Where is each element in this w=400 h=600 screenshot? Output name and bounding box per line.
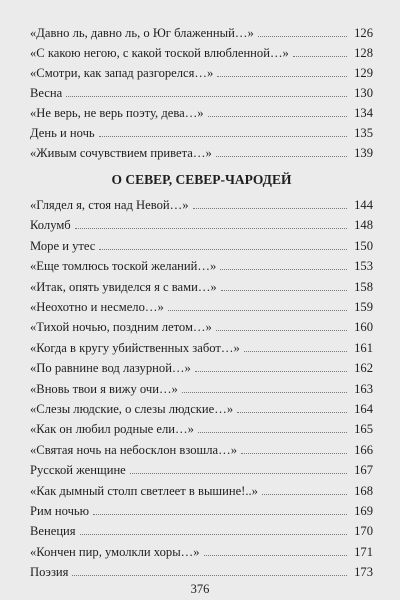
toc-entry-title: Венеция xyxy=(30,524,76,539)
dot-leader xyxy=(208,116,347,117)
dot-leader xyxy=(262,494,347,495)
toc-entry-page: 130 xyxy=(354,86,373,100)
toc-entry-title: «Когда в кругу убийственных забот…» xyxy=(30,340,240,355)
dot-leader xyxy=(93,514,347,515)
toc-entry-page: 161 xyxy=(354,340,373,355)
section-title: О СЕВЕР, СЕВЕР-ЧАРОДЕЙ xyxy=(111,172,292,187)
toc-entry-page: 150 xyxy=(354,238,373,253)
dot-leader xyxy=(198,432,347,433)
toc-entry-page: 165 xyxy=(354,422,373,437)
toc-entry xyxy=(30,418,373,436)
toc-entry xyxy=(30,62,373,80)
toc-entry xyxy=(30,561,373,579)
toc-entry xyxy=(30,214,373,232)
toc-entry xyxy=(30,255,373,273)
toc-entry xyxy=(30,102,373,120)
toc-entry xyxy=(30,316,373,334)
toc-entry-page: 129 xyxy=(354,66,373,80)
toc-entry-page: 139 xyxy=(354,146,373,160)
toc-entry-page: 162 xyxy=(354,361,373,376)
toc-entry-title: Русской женщине xyxy=(30,463,126,478)
toc-entry-title: «Итак, опять увиделся я с вами…» xyxy=(30,279,217,294)
dot-leader xyxy=(216,330,347,331)
toc-entry-page: 159 xyxy=(354,300,373,314)
toc-entry xyxy=(30,337,373,355)
toc-entry xyxy=(30,276,373,294)
toc-entry-page: 168 xyxy=(354,483,373,498)
toc-entry xyxy=(30,194,373,212)
toc-entry-title: Весна xyxy=(30,86,63,100)
toc-entry xyxy=(30,235,373,253)
toc-entry-page: 160 xyxy=(354,320,373,335)
toc-entry-page: 158 xyxy=(354,279,373,294)
toc-entry xyxy=(30,22,373,40)
toc-entry-page: 144 xyxy=(354,198,373,212)
toc-entry-page: 170 xyxy=(354,524,373,539)
toc-entry-title: «Не верь, не верь поэту, дева…» xyxy=(30,106,204,120)
toc-entry xyxy=(30,398,373,416)
toc-entry-title: «Как дымный столп светлеет в вышине!..» xyxy=(30,483,258,498)
dot-leader xyxy=(99,249,347,250)
toc-entry xyxy=(30,541,373,559)
toc-entry-page: 163 xyxy=(354,381,373,396)
toc-entry-page: 166 xyxy=(354,442,373,457)
dot-leader xyxy=(293,56,347,57)
toc-entry-title: Колумб xyxy=(30,218,71,233)
dot-leader xyxy=(258,36,347,37)
dot-leader xyxy=(221,290,347,291)
dot-leader xyxy=(241,453,347,454)
toc-entry xyxy=(30,439,373,457)
dot-leader xyxy=(220,269,347,270)
dot-leader xyxy=(72,575,347,576)
toc-entry-title: Поэзия xyxy=(30,565,69,580)
dot-leader xyxy=(244,351,347,352)
toc-entry-page: 126 xyxy=(354,26,373,40)
page-number: 376 xyxy=(190,582,210,596)
toc-entry xyxy=(30,296,373,314)
toc-entry-page: 169 xyxy=(354,504,373,518)
dot-leader xyxy=(193,208,347,209)
toc-entry-title: «Как он любил родные ели…» xyxy=(30,422,194,437)
toc-entry-page: 167 xyxy=(354,463,373,478)
toc-entry-page: 173 xyxy=(354,565,373,580)
dot-leader xyxy=(237,412,347,413)
dot-leader xyxy=(80,534,347,535)
toc-entry-title: «Святая ночь на небосклон взошла…» xyxy=(30,442,238,457)
toc-entry xyxy=(30,142,373,160)
dot-leader xyxy=(99,136,347,137)
toc-entry-title: «Неохотно и несмело…» xyxy=(30,300,164,314)
toc-entry-page: 171 xyxy=(354,544,373,559)
toc-entry-title: «По равнине вод лазурной…» xyxy=(30,361,191,376)
dot-leader xyxy=(75,228,347,229)
dot-leader xyxy=(195,371,347,372)
toc-entry-page: 148 xyxy=(354,218,373,233)
dot-leader xyxy=(130,473,347,474)
toc-entry-page: 135 xyxy=(354,126,373,140)
toc-entry xyxy=(30,500,373,518)
toc-entry xyxy=(30,378,373,396)
toc-entry-title: «Кончен пир, умолкли хоры…» xyxy=(30,544,200,559)
dot-leader xyxy=(66,96,347,97)
dot-leader xyxy=(217,76,347,77)
dot-leader xyxy=(216,156,347,157)
toc-entry xyxy=(30,42,373,60)
toc-entry-title: «Слезы людские, о слезы людские…» xyxy=(30,402,234,416)
toc-entry-title: «Еще томлюсь тоской желаний…» xyxy=(30,259,217,274)
toc-entry xyxy=(30,357,373,375)
toc-entry-title: День и ночь xyxy=(30,126,95,140)
toc-entry-title: Рим ночью xyxy=(30,504,90,518)
toc-entry-title: «Живым сочувствием привета…» xyxy=(30,146,212,160)
toc-entry-page: 164 xyxy=(354,402,373,416)
toc-entry xyxy=(30,122,373,140)
dot-leader xyxy=(168,310,347,311)
toc-entry xyxy=(30,459,373,477)
toc-entry-title: «Тихой ночью, поздним летом…» xyxy=(30,320,212,335)
toc-entry-title: «Вновь твои я вижу очи…» xyxy=(30,381,178,396)
toc-entry-title: Море и утес xyxy=(30,238,96,253)
toc-entry-title: «Глядел я, стоя над Невой…» xyxy=(30,198,189,212)
toc-entry xyxy=(30,82,373,100)
toc-entry-title: «Давно ль, давно ль, о Юг блаженный…» xyxy=(30,26,254,40)
toc-entry-title: «Смотри, как запад разгорелся…» xyxy=(30,66,214,80)
toc-entry-title: «С какою негою, с какой тоской влюбленной…» xyxy=(30,46,289,60)
dot-leader xyxy=(204,555,347,556)
toc-entry-page: 134 xyxy=(354,106,373,120)
toc-entry xyxy=(30,480,373,498)
toc-entry-page: 128 xyxy=(354,46,373,60)
toc-entry-page: 153 xyxy=(354,259,373,274)
dot-leader xyxy=(182,392,347,393)
toc-entry xyxy=(30,520,373,538)
